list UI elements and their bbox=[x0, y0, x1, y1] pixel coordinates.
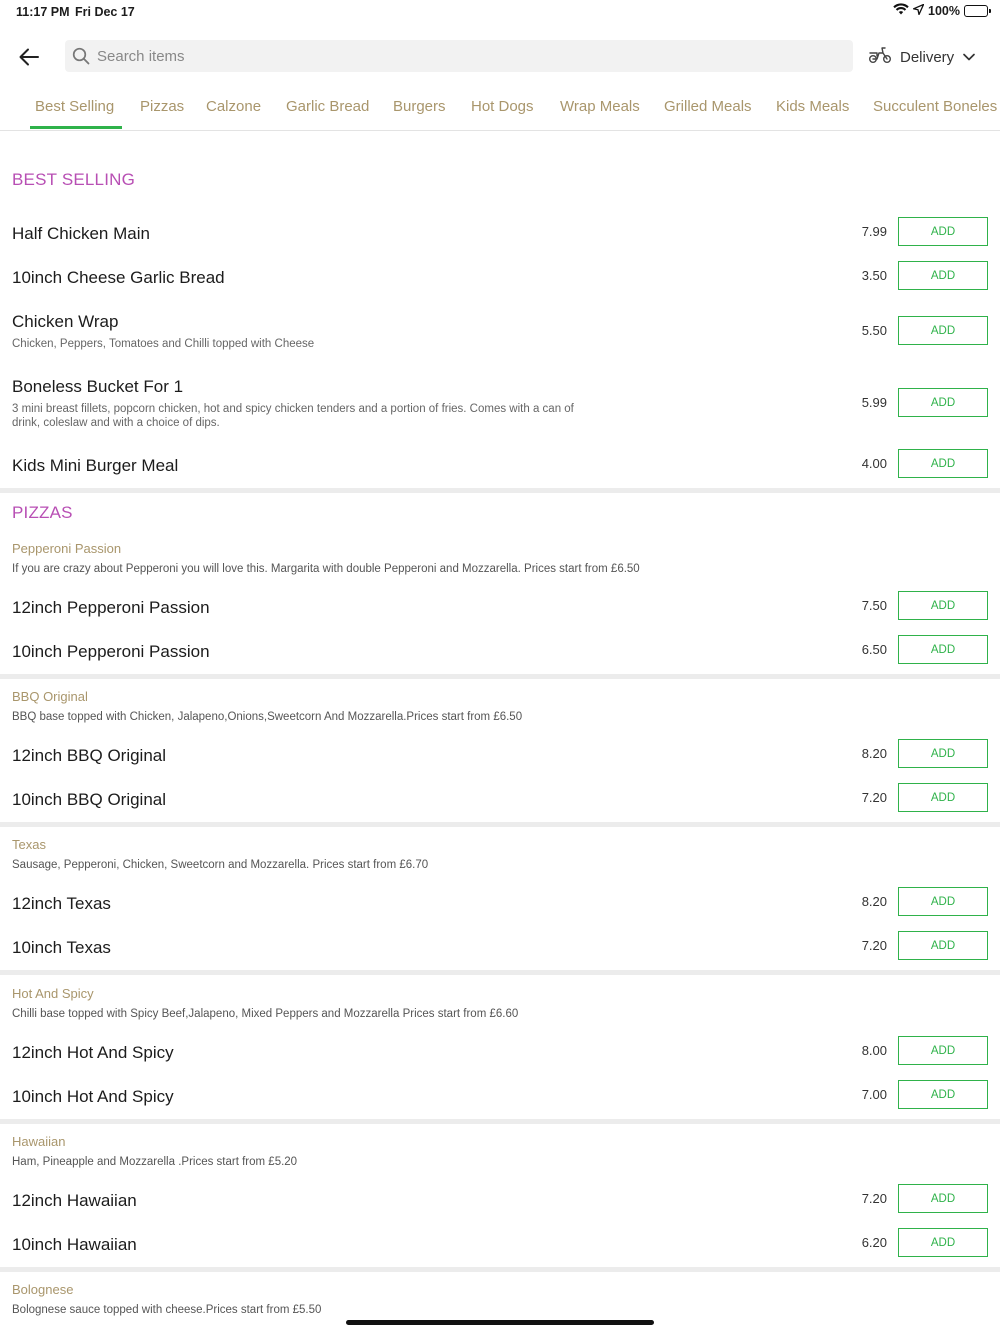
search-input[interactable] bbox=[97, 48, 797, 65]
item-price: 7.99 bbox=[861, 224, 887, 239]
item-price: 5.99 bbox=[861, 395, 887, 410]
add-button[interactable]: ADD bbox=[898, 1080, 988, 1109]
item-price: 5.50 bbox=[861, 323, 887, 338]
group-description: Ham, Pineapple and Mozzarella .Prices start from £5.20 bbox=[12, 1156, 298, 1168]
battery-percent: 100% bbox=[928, 3, 960, 18]
group-description: If you are crazy about Pepperoni you will love this. Margarita with double Pepperoni and Mozzarella. Prices start from £6.50 bbox=[12, 563, 640, 575]
item-price: 8.20 bbox=[861, 746, 887, 761]
category-tabs bbox=[0, 88, 1000, 131]
item-price: 7.20 bbox=[861, 938, 887, 953]
item-price: 6.20 bbox=[861, 1235, 887, 1250]
tab-best-selling[interactable]: Best Selling bbox=[35, 98, 115, 115]
item-price: 8.00 bbox=[861, 1043, 887, 1058]
item-name: 12inch Hawaiian bbox=[12, 1191, 137, 1210]
group-title: Hot And Spicy bbox=[12, 986, 94, 1001]
add-button[interactable]: ADD bbox=[898, 388, 988, 417]
item-name: 10inch Hot And Spicy bbox=[12, 1087, 174, 1106]
item-name: 12inch Hot And Spicy bbox=[12, 1043, 174, 1062]
section-title-best-selling: BEST SELLING bbox=[12, 170, 136, 189]
item-name: Boneless Bucket For 1 bbox=[12, 377, 184, 396]
group-description: Bolognese sauce topped with cheese.Prices start from £5.50 bbox=[12, 1304, 322, 1316]
active-tab-indicator bbox=[30, 126, 122, 129]
group-description: BBQ base topped with Chicken, Jalapeno,Onions,Sweetcorn And Mozzarella.Prices start from £6.50 bbox=[12, 711, 523, 723]
add-button[interactable]: ADD bbox=[898, 931, 988, 960]
item-description: Chicken, Peppers, Tomatoes and Chilli topped with Cheese bbox=[12, 338, 315, 350]
back-arrow-icon bbox=[19, 48, 39, 66]
location-arrow-icon bbox=[913, 4, 924, 18]
group-divider bbox=[0, 822, 1000, 827]
add-button[interactable]: ADD bbox=[898, 261, 988, 290]
tab-burgers[interactable]: Burgers bbox=[393, 98, 446, 115]
group-divider bbox=[0, 1119, 1000, 1124]
add-button[interactable]: ADD bbox=[898, 1184, 988, 1213]
scooter-icon bbox=[868, 46, 892, 68]
add-button[interactable]: ADD bbox=[898, 591, 988, 620]
group-divider bbox=[0, 1267, 1000, 1272]
group-divider bbox=[0, 674, 1000, 679]
battery-icon bbox=[964, 5, 988, 17]
tab-pizzas[interactable]: Pizzas bbox=[140, 98, 185, 115]
status-time: 11:17 PM bbox=[16, 5, 70, 19]
add-button[interactable]: ADD bbox=[898, 783, 988, 812]
group-description: Chilli base topped with Spicy Beef,Jalapeno, Mixed Peppers and Mozzarella Prices start from £6.60 bbox=[12, 1008, 519, 1020]
tab-succulent-boneless[interactable]: Succulent Boneles bbox=[873, 98, 998, 115]
group-description: Sausage, Pepperoni, Chicken, Sweetcorn and Mozzarella. Prices start from £6.70 bbox=[12, 859, 429, 871]
item-name: 12inch BBQ Original bbox=[12, 746, 167, 765]
status-indicators bbox=[893, 3, 988, 18]
add-button[interactable]: ADD bbox=[898, 1228, 988, 1257]
group-title: BBQ Original bbox=[12, 689, 88, 704]
delivery-selector[interactable] bbox=[868, 42, 976, 72]
delivery-label: Delivery bbox=[900, 48, 955, 66]
add-button[interactable]: ADD bbox=[898, 887, 988, 916]
group-title: Texas bbox=[12, 837, 46, 852]
status-bar bbox=[0, 0, 1000, 24]
item-name: 10inch Hawaiian bbox=[12, 1235, 137, 1254]
group-title: Bolognese bbox=[12, 1282, 74, 1297]
home-indicator bbox=[346, 1320, 654, 1325]
item-name: 10inch Pepperoni Passion bbox=[12, 642, 210, 661]
item-price: 7.50 bbox=[861, 598, 887, 613]
section-title-pizzas: PIZZAS bbox=[12, 503, 73, 522]
wifi-icon bbox=[893, 3, 909, 18]
add-button[interactable]: ADD bbox=[898, 635, 988, 664]
item-price: 8.20 bbox=[861, 894, 887, 909]
item-name: 10inch Cheese Garlic Bread bbox=[12, 268, 225, 287]
section-divider bbox=[0, 488, 1000, 493]
tab-kids-meals[interactable]: Kids Meals bbox=[776, 98, 850, 115]
item-name: 10inch Texas bbox=[12, 938, 111, 957]
group-title: Pepperoni Passion bbox=[12, 541, 122, 556]
item-price: 7.20 bbox=[861, 790, 887, 805]
item-price: 3.50 bbox=[861, 268, 887, 283]
tab-garlic-bread[interactable]: Garlic Bread bbox=[286, 98, 370, 115]
item-name: 10inch BBQ Original bbox=[12, 790, 167, 809]
tab-grilled-meals[interactable]: Grilled Meals bbox=[664, 98, 752, 115]
item-price: 7.00 bbox=[861, 1087, 887, 1102]
back-button[interactable] bbox=[14, 42, 44, 72]
group-divider bbox=[0, 970, 1000, 975]
item-price: 6.50 bbox=[861, 642, 887, 657]
search-box[interactable] bbox=[65, 40, 853, 72]
item-price: 7.20 bbox=[861, 1191, 887, 1206]
add-button[interactable]: ADD bbox=[898, 449, 988, 478]
item-name: 12inch Pepperoni Passion bbox=[12, 598, 210, 617]
item-name: 12inch Texas bbox=[12, 894, 111, 913]
group-title: Hawaiian bbox=[12, 1134, 66, 1149]
add-button[interactable]: ADD bbox=[898, 739, 988, 768]
item-name: Kids Mini Burger Meal bbox=[12, 456, 179, 475]
add-button[interactable]: ADD bbox=[898, 316, 988, 345]
item-description: 3 mini breast fillets, popcorn chicken, hot and spicy chicken tenders and a portion of fries. Comes with a can of drink, coleslaw and with a choice of dips. bbox=[12, 403, 574, 429]
tab-calzone[interactable]: Calzone bbox=[206, 98, 262, 115]
item-name: Half Chicken Main bbox=[12, 224, 150, 243]
item-price: 4.00 bbox=[861, 456, 887, 471]
tab-wrap-meals[interactable]: Wrap Meals bbox=[560, 98, 640, 115]
top-bar bbox=[0, 40, 1000, 72]
tab-hot-dogs[interactable]: Hot Dogs bbox=[471, 98, 534, 115]
item-name: Chicken Wrap bbox=[12, 312, 119, 331]
chevron-down-icon bbox=[962, 49, 976, 66]
search-icon bbox=[65, 40, 97, 72]
status-date: Fri Dec 17 bbox=[75, 5, 135, 19]
add-button[interactable]: ADD bbox=[898, 1036, 988, 1065]
add-button[interactable]: ADD bbox=[898, 217, 988, 246]
